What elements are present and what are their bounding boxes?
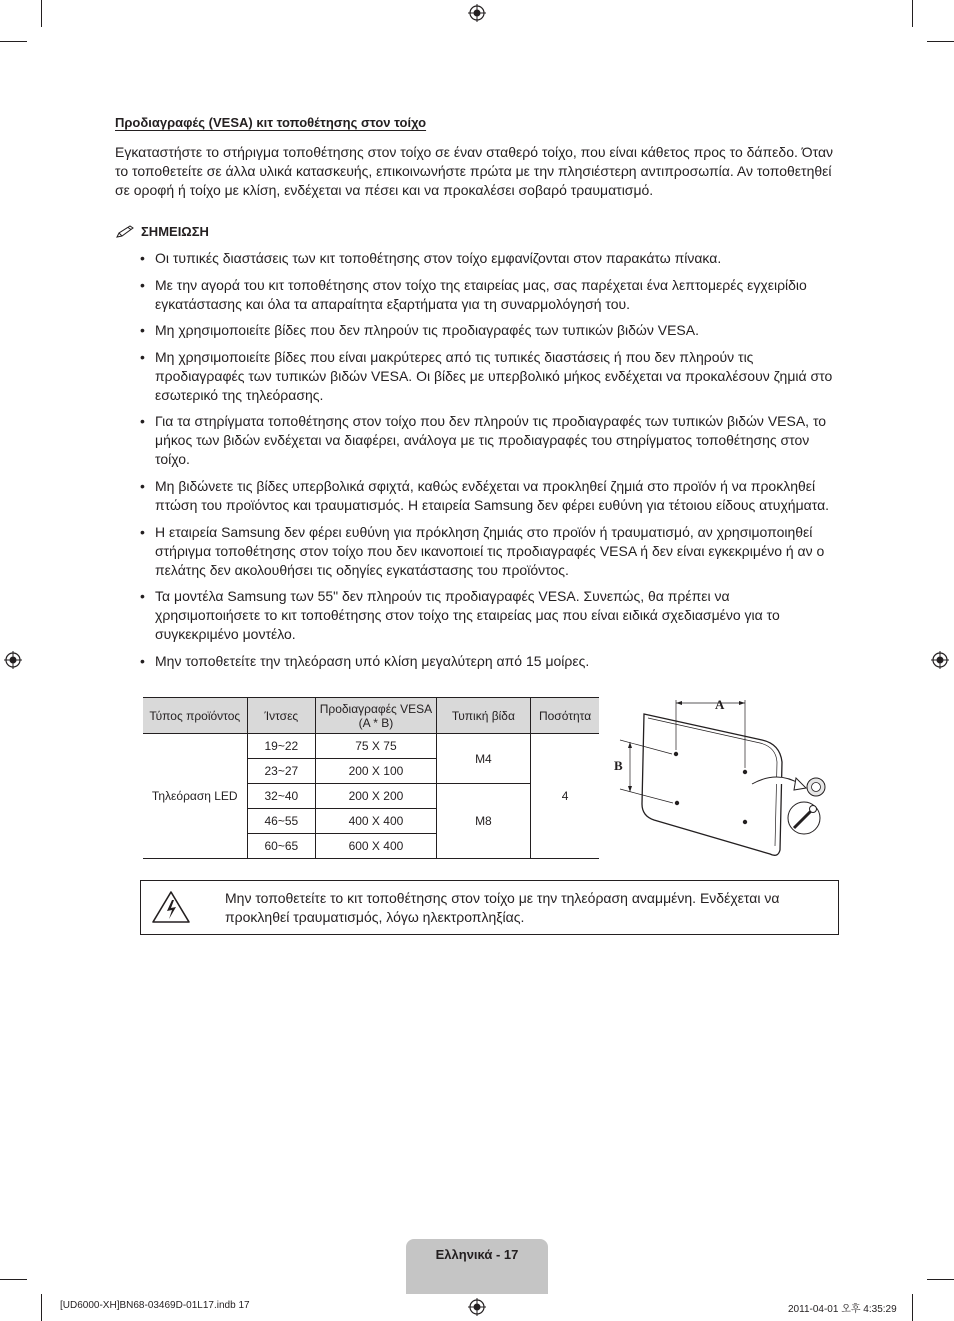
- list-item: • Η εταιρεία Samsung δεν φέρει ευθύνη για πρόκληση ζημιάς στο προϊόν ή τραυματισμό, αν χρησιμοποιηθεί στήριγμα τοποθέτησης στον τοίχο που δεν ικανοποιεί τις προδιαγραφές VESA ή δεν είναι εγκεκριμένο ή αν ο πελάτης δεν ακολουθήσει τις οδηγίες εγκατάστασης του προϊόντος.: [138, 523, 838, 580]
- intro-paragraph: Εγκαταστήστε το στήριγμα τοποθέτησης στον τοίχο σε έναν σταθερό τοίχο, που είναι κάθετος προς το δάπεδο. Όταν το τοποθετείτε σε άλλα υλικά κατασκευής, επικοινωνήστε πρώτα με την πλησιέστερη αντιπροσωπία. Αν τοποθετηθεί σε οροφή ή τοίχο με κλίση, ενδέχεται να πέσει και να προκαλέσει σοβαρό τραυματισμό.: [115, 144, 834, 198]
- registration-mark-icon: [931, 651, 949, 669]
- note-text: ΣΗΜΕΙΩΣΗ: [141, 224, 209, 239]
- vesa-spec-table: [143, 697, 599, 859]
- screw-hole: [743, 820, 747, 824]
- note-label: [115, 224, 209, 239]
- dimension-a-label: A: [715, 697, 725, 712]
- section-heading: Προδιαγραφές (VESA) κιτ τοποθέτησης στον τοίχο: [115, 115, 427, 130]
- header-cell: Τύπος προϊόντος: [143, 698, 247, 734]
- vesa-cell: 600 X 400: [316, 834, 437, 859]
- list-item: • Μη χρησιμοποιείτε βίδες που δεν πληρούν τις προδιαγραφές των τυπικών βιδών VESA.: [138, 321, 838, 340]
- table-row: [143, 734, 599, 759]
- registration-mark-icon: [468, 4, 486, 22]
- electric-shock-warning-icon: [151, 890, 191, 924]
- crop-mark: [912, 0, 913, 27]
- page-number-label: Ελληνικά - 17: [435, 1247, 519, 1262]
- registration-mark-icon: [4, 651, 22, 669]
- quantity-cell: 4: [531, 734, 599, 859]
- list-item: • Οι τυπικές διαστάσεις των κιτ τοποθέτησης στον τοίχο εμφανίζονται στον παρακάτω πίνακα.: [138, 249, 838, 268]
- note-bullet-list: [138, 249, 838, 678]
- crop-mark: [41, 0, 42, 27]
- list-item: • Μην τοποθετείτε την τηλεόραση υπό κλίση μεγαλύτερη από 15 μοίρες.: [138, 652, 838, 671]
- crop-mark: [0, 41, 27, 42]
- inches-cell: 32~40: [247, 784, 316, 809]
- screw-cell: M8: [436, 784, 530, 859]
- electric-shock-warning-box: [140, 880, 839, 935]
- crop-mark: [927, 41, 954, 42]
- crop-mark: [927, 1279, 954, 1280]
- pencil-icon: [115, 225, 137, 239]
- header-cell: Προδιαγραφές VESA (A * B): [316, 698, 437, 734]
- list-item: • Με την αγορά του κιτ τοποθέτησης στον τοίχο της εταιρείας μας, σας παρέχεται ένα λεπτομερές εγχειρίδιο εγκατάστασης και όλα τα απαραίτητα εξαρτήματα για τη συναρμολόγησή του.: [138, 276, 838, 314]
- crop-mark: [912, 1294, 913, 1321]
- vesa-cell: 75 X 75: [316, 734, 437, 759]
- header-cell: Ποσότητα: [531, 698, 599, 734]
- screw-cell: M4: [436, 734, 530, 784]
- vesa-cell: 200 X 200: [316, 784, 437, 809]
- warning-text: Μην τοποθετείτε το κιτ τοποθέτησης στον τοίχο με την τηλεόραση αναμμένη. Ενδέχεται να προκληθεί τραυματισμός, λόγω ηλεκτροπληξίας.: [225, 890, 780, 925]
- table-header-row: [143, 698, 599, 734]
- header-cell: Ίντσες: [247, 698, 316, 734]
- list-item: • Για τα στηρίγματα τοποθέτησης στον τοίχο που δεν πληρούν τις προδιαγραφές των τυπικών βιδών VESA, το μήκος των βιδών ενδέχεται να διαφέρει, ανάλογα με τις προδιαγραφές του στηρίγματος τοποθέτησης στον τοίχο.: [138, 412, 838, 469]
- crop-mark: [0, 1279, 27, 1280]
- inches-cell: 23~27: [247, 759, 316, 784]
- list-item: • Τα μοντέλα Samsung των 55" δεν πληρούν τις προδιαγραφές VESA. Συνεπώς, θα πρέπει να χρησιμοποιήσετε το κιτ τοποθέτησης στον τοίχο της εταιρείας μας που είναι ειδικά σχεδιασμένο για το συγκεκριμένο μοντέλο.: [138, 587, 838, 644]
- screw-hole: [743, 770, 747, 774]
- list-item: • Μη χρησιμοποιείτε βίδες που είναι μακρύτερες από τις τυπικές διαστάσεις ή που δεν πληρούν τις προδιαγραφές των τυπικών βιδών VESA. Οι βίδες με υπερβολικό μήκος ενδέχεται να προκαλέσουν ζημιά στο εσωτερικό της τηλεόρασης.: [138, 348, 838, 405]
- vesa-cell: 400 X 400: [316, 809, 437, 834]
- crop-mark: [41, 1294, 42, 1321]
- product-type-cell: Τηλεόραση LED: [143, 734, 247, 859]
- header-cell: Τυπική βίδα: [436, 698, 530, 734]
- registration-mark-icon: [468, 1298, 486, 1316]
- inches-cell: 60~65: [247, 834, 316, 859]
- screw-hole: [675, 801, 679, 805]
- tv-wall-mount-diagram: [612, 692, 844, 862]
- screw-hole: [674, 752, 678, 756]
- dimension-b-label: B: [614, 758, 623, 773]
- file-info-text: [UD6000-XH]BN68-03469D-01L17.indb 17: [60, 1300, 250, 1311]
- inches-cell: 46~55: [247, 809, 316, 834]
- print-timestamp: 2011-04-01 오후 4:35:29: [788, 1304, 897, 1315]
- list-item: • Μη βιδώνετε τις βίδες υπερβολικά σφιχτά, καθώς ενδέχεται να προκληθεί ζημιά στο προϊόν ή να προκληθεί πτώση του προϊόντος και τραυματισμός. Η εταιρεία Samsung δεν φέρει ευθύνη για τέτοιου είδους ατυχήματα.: [138, 477, 838, 515]
- inches-cell: 19~22: [247, 734, 316, 759]
- vesa-cell: 200 X 100: [316, 759, 437, 784]
